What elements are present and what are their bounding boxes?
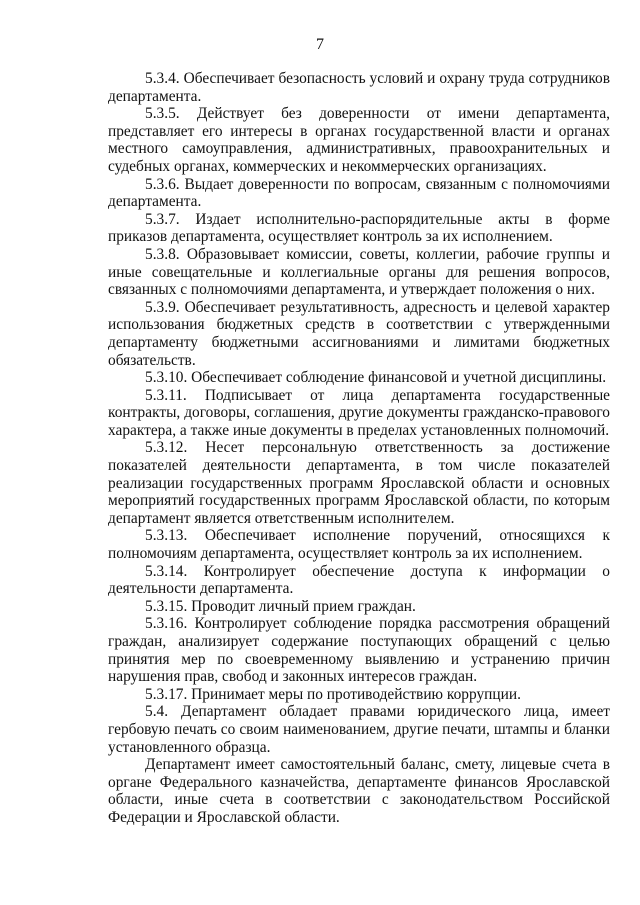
paragraph-5-3-6: 5.3.6. Выдает доверенности по вопросам, связанным с полномочиями департамента. (108, 175, 610, 211)
paragraph-5-3-9: 5.3.9. Обеспечивает результативность, адресность и целевой характер использования бюджетных средств в соответствии с утвержденными департаменту бюджетными ассигнованиями и лимитами бюджетных обязательств. (108, 298, 610, 369)
paragraph-5-4: 5.4. Департамент обладает правами юридического лица, имеет гербовую печать со своим наименованием, другие печати, штампы и бланки установленного образца. (108, 703, 610, 756)
paragraph-5-3-14: 5.3.14. Контролирует обеспечение доступа к информации о деятельности департамента. (108, 562, 610, 598)
paragraph-5-3-10: 5.3.10. Обеспечивает соблюдение финансовой и учетной дисциплины. (145, 369, 607, 387)
paragraph-5-3-11: 5.3.11. Подписывает от лица департамента государственные контракты, договоры, соглашения, другие документы гражданско-правового характера, а также иные документы в пределах установленных полномочий. (108, 386, 610, 439)
paragraph-5-3-13: 5.3.13. Обеспечивает исполнение поручений, относящихся к полномочиям департамента, осуществляет контроль за их исполнением. (108, 527, 610, 563)
paragraph-5-3-12: 5.3.12. Несет персональную ответственность за достижение показателей деятельности департамента, в том числе показателей реализации государственных программ Ярославской области и основных мероприятий государственных программ Ярославской области, по которым департамент является ответственным исполнителем. (108, 439, 610, 527)
paragraph-5-3-15: 5.3.15. Проводит личный прием граждан. (145, 597, 416, 615)
paragraph-5-3-16: 5.3.16. Контролирует соблюдение порядка рассмотрения обращений граждан, анализирует содержание поступающих обращений с целью принятия мер по своевременному выявлению и устранению причин нарушения прав, свобод и законных интересов граждан. (108, 615, 610, 686)
paragraph-5-3-17: 5.3.17. Принимает меры по противодействию коррупции. (145, 685, 521, 703)
paragraph-5-3-8: 5.3.8. Образовывает комиссии, советы, коллегии, рабочие группы и иные совещательные и коллегиальные органы для решения вопросов, связанных с полномочиями департамента, и утверждает положения о них. (108, 245, 610, 299)
paragraph-5-3-4: 5.3.4. Обеспечивает безопасность условий и охрану труда сотрудников департамента. (108, 70, 610, 105)
document-body (108, 70, 610, 827)
paragraph-5-3-7: 5.3.7. Издает исполнительно-распорядительные акты в форме приказов департамента, осуществляет контроль за их исполнением. (108, 210, 610, 246)
paragraph-5-3-5: 5.3.5. Действует без доверенности от имени департамента, представляет его интересы в органах государственной власти и органах местного самоуправления, административных, правоохранительных и судебных органах, коммерческих и некоммерческих организациях. (108, 105, 610, 175)
page-number: 7 (316, 36, 324, 53)
paragraph-balance: Департамент имеет самостоятельный баланс, смету, лицевые счета в органе Федерального казначейства, департаменте финансов Ярославской области, иные счета в соответствии с законодательством Российской Федерации и Ярославской области. (108, 756, 610, 826)
